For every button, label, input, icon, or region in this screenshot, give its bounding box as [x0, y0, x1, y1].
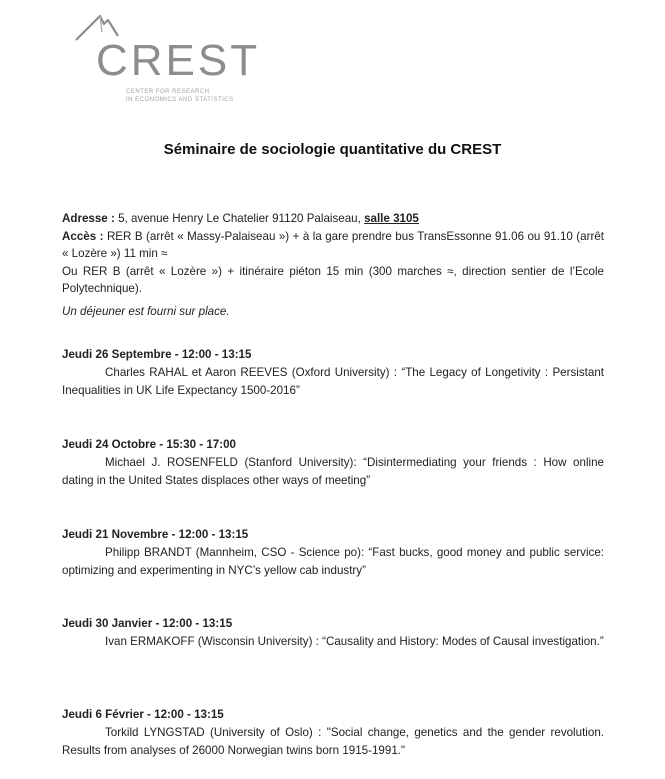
logo-subtitle [126, 88, 234, 104]
logo-subtitle-line2: IN ECONOMICS AND STATISTICS [126, 97, 234, 103]
event-description: Torkild LYNGSTAD (University of Oslo) : "Social change, genetics and the gender revolution. Results from analyses of 26000 Norwegian twins born 1915-1991." [62, 726, 604, 757]
logo-wordmark: CREST [96, 36, 261, 85]
access-label: Accès : [62, 229, 104, 243]
event-item [62, 706, 604, 760]
event-item [62, 526, 604, 580]
event-item [62, 615, 604, 651]
event-date: Jeudi 30 Janvier - 12:00 - 13:15 [62, 617, 233, 630]
event-description: Ivan ERMAKOFF (Wisconsin University) : “Causality and History: Modes of Causal investigation.” [105, 635, 604, 648]
event-description: Michael J. ROSENFELD (Stanford University): “Disintermediating your friends : How online dating in the United States displaces other ways of meeting” [62, 456, 604, 487]
event-date: Jeudi 24 Octobre - 15:30 - 17:00 [62, 438, 236, 451]
address-line [62, 210, 604, 228]
crest-logo [74, 2, 274, 106]
access-line [62, 228, 604, 263]
event-item [62, 436, 604, 490]
lunch-note: Un déjeuner est fourni sur place. [62, 305, 230, 318]
event-date: Jeudi 26 Septembre - 12:00 - 13:15 [62, 348, 252, 361]
event-date: Jeudi 21 Novembre - 12:00 - 13:15 [62, 528, 249, 541]
address-text: 5, avenue Henry Le Chatelier 91120 Palaiseau, [114, 212, 365, 225]
room-number: salle 3105 [364, 212, 419, 225]
logo-subtitle-line1: CENTER FOR RESEARCH [126, 89, 210, 95]
page-title: Séminaire de sociologie quantitative du CREST [163, 141, 502, 158]
address-block [62, 210, 604, 298]
access-line-2: Ou RER B (arrêt « Lozère ») + itinéraire piéton 15 min (300 marches ≈, direction sentier de l’Ecole Polytechnique). [62, 264, 604, 295]
event-item [62, 346, 604, 400]
event-description: Charles RAHAL et Aaron REEVES (Oxford University) : “The Legacy of Longetivity : Persistant Inequalities in UK Life Expectancy 1500-2016” [62, 366, 604, 397]
event-description: Philipp BRANDT (Mannheim, CSO - Science po): “Fast bucks, good money and public service: optimizing and experimenting in NYC’s yellow cab industry” [62, 546, 604, 577]
address-label: Adresse : [62, 212, 115, 225]
event-date: Jeudi 6 Février - 12:00 - 13:15 [62, 708, 224, 721]
access-text-1: RER B (arrêt « Massy-Palaiseau ») + à la gare prendre bus TransEssonne 91.06 ou 91.10 (arrêt « Lozère ») 11 min ≈ [62, 229, 604, 260]
